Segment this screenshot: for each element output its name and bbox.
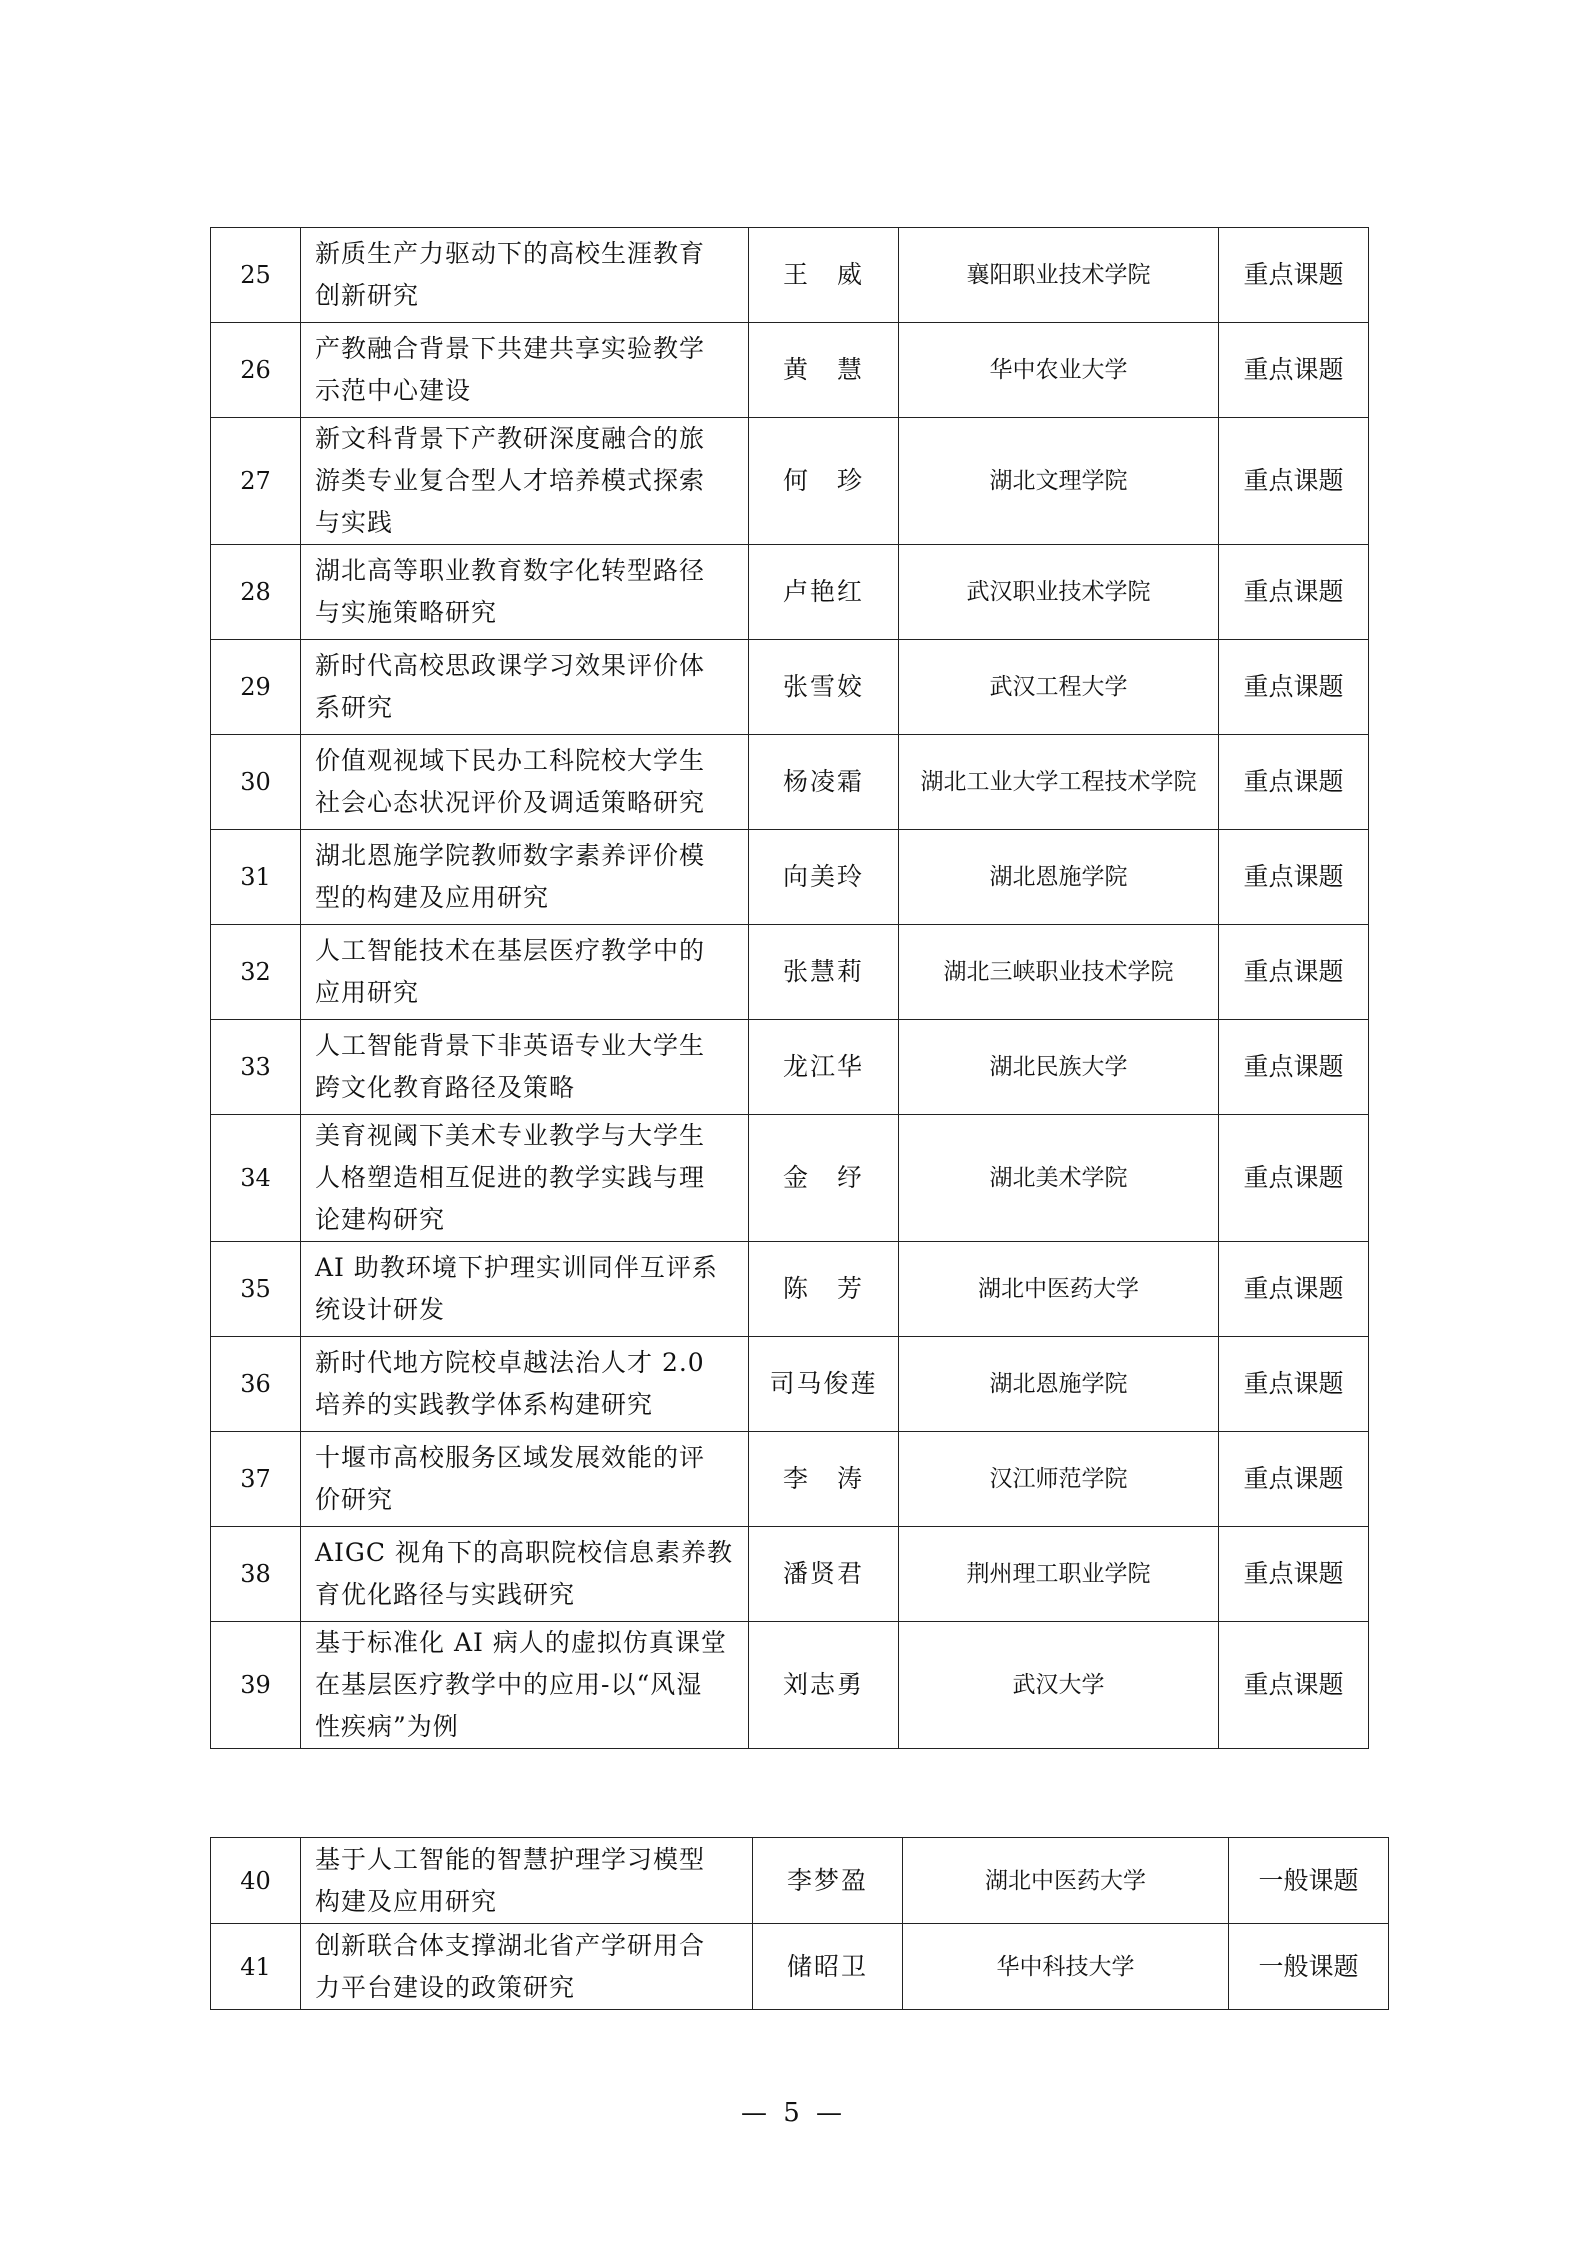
institution: 湖北美术学院 [899, 1115, 1219, 1242]
applicant-name: 卢艳红 [749, 545, 899, 640]
project-title [301, 1242, 749, 1337]
institution: 武汉大学 [899, 1622, 1219, 1749]
applicant-name: 金 纾 [749, 1115, 899, 1242]
row-number: 26 [211, 323, 301, 418]
institution: 襄阳职业技术学院 [899, 228, 1219, 323]
institution: 湖北恩施学院 [899, 830, 1219, 925]
table-row [211, 640, 1369, 735]
institution: 湖北中医药大学 [903, 1838, 1229, 1924]
table-row [211, 830, 1369, 925]
project-title-line: 示范中心建设 [315, 376, 472, 405]
institution: 武汉工程大学 [899, 640, 1219, 735]
project-title-line: 应用研究 [315, 978, 420, 1007]
project-title [301, 228, 749, 323]
project-title [301, 545, 749, 640]
project-title-line: 创新研究 [315, 281, 420, 310]
project-title [301, 1527, 749, 1622]
project-title-line: 新文科背景下产教研深度融合的旅 [315, 424, 706, 453]
project-title-line: 培养的实践教学体系构建研究 [315, 1390, 654, 1419]
institution: 湖北民族大学 [899, 1020, 1219, 1115]
applicant-name: 王 威 [749, 228, 899, 323]
project-type: 重点课题 [1219, 1242, 1369, 1337]
row-number: 30 [211, 735, 301, 830]
institution: 汉江师范学院 [899, 1432, 1219, 1527]
row-number: 39 [211, 1622, 301, 1749]
project-title-line: 基于标准化 AI 病人的虚拟仿真课堂 [315, 1628, 727, 1657]
project-title-line: 社会心态状况评价及调适策略研究 [315, 788, 706, 817]
applicant-name: 刘志勇 [749, 1622, 899, 1749]
applicant-name: 储昭卫 [753, 1924, 903, 2010]
page-number: — 5 — [740, 2098, 847, 2128]
project-title-line: AI 助教环境下护理实训同伴互评系 [315, 1253, 718, 1282]
table-row [211, 545, 1369, 640]
row-number: 29 [211, 640, 301, 735]
project-title-line: 人工智能技术在基层医疗教学中的 [315, 936, 706, 965]
applicant-name: 张慧莉 [749, 925, 899, 1020]
project-title-line: 新时代高校思政课学习效果评价体 [315, 651, 706, 680]
project-table-general [210, 1837, 1389, 2010]
row-number: 40 [211, 1838, 301, 1924]
project-type: 重点课题 [1219, 1115, 1369, 1242]
project-title [301, 1337, 749, 1432]
row-number: 36 [211, 1337, 301, 1432]
row-number: 38 [211, 1527, 301, 1622]
project-title-line: 基于人工智能的智慧护理学习模型 [315, 1844, 706, 1874]
row-number: 32 [211, 925, 301, 1020]
project-title-line: 人格塑造相互促进的教学实践与理 [315, 1163, 706, 1192]
table-row [211, 1622, 1369, 1749]
table-row [211, 1337, 1369, 1432]
applicant-name: 潘贤君 [749, 1527, 899, 1622]
project-type: 重点课题 [1219, 1622, 1369, 1749]
project-title [301, 1432, 749, 1527]
project-type: 一般课题 [1229, 1838, 1389, 1924]
row-number: 27 [211, 418, 301, 545]
applicant-name: 黄 慧 [749, 323, 899, 418]
row-number: 41 [211, 1924, 301, 2010]
table-row [211, 1020, 1369, 1115]
project-title-line: 创新联合体支撑湖北省产学研用合 [315, 1930, 706, 1960]
project-title [301, 1622, 749, 1749]
applicant-name: 何 珍 [749, 418, 899, 545]
project-title-line: 育优化路径与实践研究 [315, 1580, 576, 1609]
institution: 湖北三峡职业技术学院 [899, 925, 1219, 1020]
project-title [301, 830, 749, 925]
project-type: 重点课题 [1219, 640, 1369, 735]
table-row [211, 735, 1369, 830]
project-title-line: 在基层医疗教学中的应用-以“风湿 [315, 1670, 703, 1699]
project-type: 一般课题 [1229, 1924, 1389, 2010]
table-row [211, 1838, 1389, 1924]
project-title [301, 1115, 749, 1242]
row-number: 34 [211, 1115, 301, 1242]
project-type: 重点课题 [1219, 1020, 1369, 1115]
project-title [301, 418, 749, 545]
project-title-line: 湖北高等职业教育数字化转型路径 [315, 556, 706, 585]
project-type: 重点课题 [1219, 1527, 1369, 1622]
project-title-line: 力平台建设的政策研究 [315, 1972, 576, 2002]
row-number: 31 [211, 830, 301, 925]
project-title [301, 735, 749, 830]
project-title-line: 系研究 [315, 693, 394, 722]
project-type: 重点课题 [1219, 830, 1369, 925]
project-type: 重点课题 [1219, 545, 1369, 640]
row-number: 25 [211, 228, 301, 323]
applicant-name: 陈 芳 [749, 1242, 899, 1337]
project-title-line: 十堰市高校服务区域发展效能的评 [315, 1443, 706, 1472]
project-title-line: 价研究 [315, 1485, 394, 1514]
project-title-line: 性疾病”为例 [315, 1712, 459, 1741]
row-number: 35 [211, 1242, 301, 1337]
institution: 武汉职业技术学院 [899, 545, 1219, 640]
project-title-line: 跨文化教育路径及策略 [315, 1073, 576, 1102]
project-table-general-body [211, 1838, 1389, 2010]
project-title-line: 人工智能背景下非英语专业大学生 [315, 1031, 706, 1060]
applicant-name: 向美玲 [749, 830, 899, 925]
row-number: 37 [211, 1432, 301, 1527]
project-title-line: 新质生产力驱动下的高校生涯教育 [315, 239, 706, 268]
institution: 华中农业大学 [899, 323, 1219, 418]
institution: 湖北中医药大学 [899, 1242, 1219, 1337]
project-title [301, 1020, 749, 1115]
project-title [301, 1924, 753, 2010]
project-title [301, 640, 749, 735]
project-type: 重点课题 [1219, 1432, 1369, 1527]
project-title-line: 构建及应用研究 [315, 1886, 498, 1916]
project-type: 重点课题 [1219, 323, 1369, 418]
applicant-name: 杨凌霜 [749, 735, 899, 830]
table-row [211, 323, 1369, 418]
table-row [211, 228, 1369, 323]
project-title-line: 新时代地方院校卓越法治人才 2.0 [315, 1348, 705, 1377]
table-row [211, 1527, 1369, 1622]
project-title-line: 型的构建及应用研究 [315, 883, 550, 912]
table-row [211, 418, 1369, 545]
project-title-line: 与实践 [315, 508, 394, 537]
applicant-name: 张雪姣 [749, 640, 899, 735]
institution: 湖北工业大学工程技术学院 [899, 735, 1219, 830]
row-number: 33 [211, 1020, 301, 1115]
project-type: 重点课题 [1219, 735, 1369, 830]
applicant-name: 司马俊莲 [749, 1337, 899, 1432]
institution: 湖北文理学院 [899, 418, 1219, 545]
project-type: 重点课题 [1219, 925, 1369, 1020]
applicant-name: 李 涛 [749, 1432, 899, 1527]
project-title-line: 论建构研究 [315, 1205, 446, 1234]
project-title [301, 925, 749, 1020]
institution: 荆州理工职业学院 [899, 1527, 1219, 1622]
project-table-main [210, 227, 1369, 1749]
project-title-line: AIGC 视角下的高职院校信息素养教 [315, 1538, 733, 1567]
table-row [211, 1432, 1369, 1527]
project-title-line: 美育视阈下美术专业教学与大学生 [315, 1121, 706, 1150]
project-title-line: 与实施策略研究 [315, 598, 498, 627]
table-row [211, 1924, 1389, 2010]
project-title-line: 产教融合背景下共建共享实验教学 [315, 334, 706, 363]
table-row [211, 925, 1369, 1020]
project-title [301, 323, 749, 418]
table-row [211, 1115, 1369, 1242]
project-title [301, 1838, 753, 1924]
table-row [211, 1242, 1369, 1337]
institution: 华中科技大学 [903, 1924, 1229, 2010]
project-type: 重点课题 [1219, 418, 1369, 545]
project-type: 重点课题 [1219, 228, 1369, 323]
row-number: 28 [211, 545, 301, 640]
project-title-line: 游类专业复合型人才培养模式探索 [315, 466, 706, 495]
project-title-line: 统设计研发 [315, 1295, 446, 1324]
applicant-name: 李梦盈 [753, 1838, 903, 1924]
project-title-line: 价值观视域下民办工科院校大学生 [315, 746, 706, 775]
project-table-main-body [211, 228, 1369, 1749]
project-title-line: 湖北恩施学院教师数字素养评价模 [315, 841, 706, 870]
applicant-name: 龙江华 [749, 1020, 899, 1115]
institution: 湖北恩施学院 [899, 1337, 1219, 1432]
project-type: 重点课题 [1219, 1337, 1369, 1432]
